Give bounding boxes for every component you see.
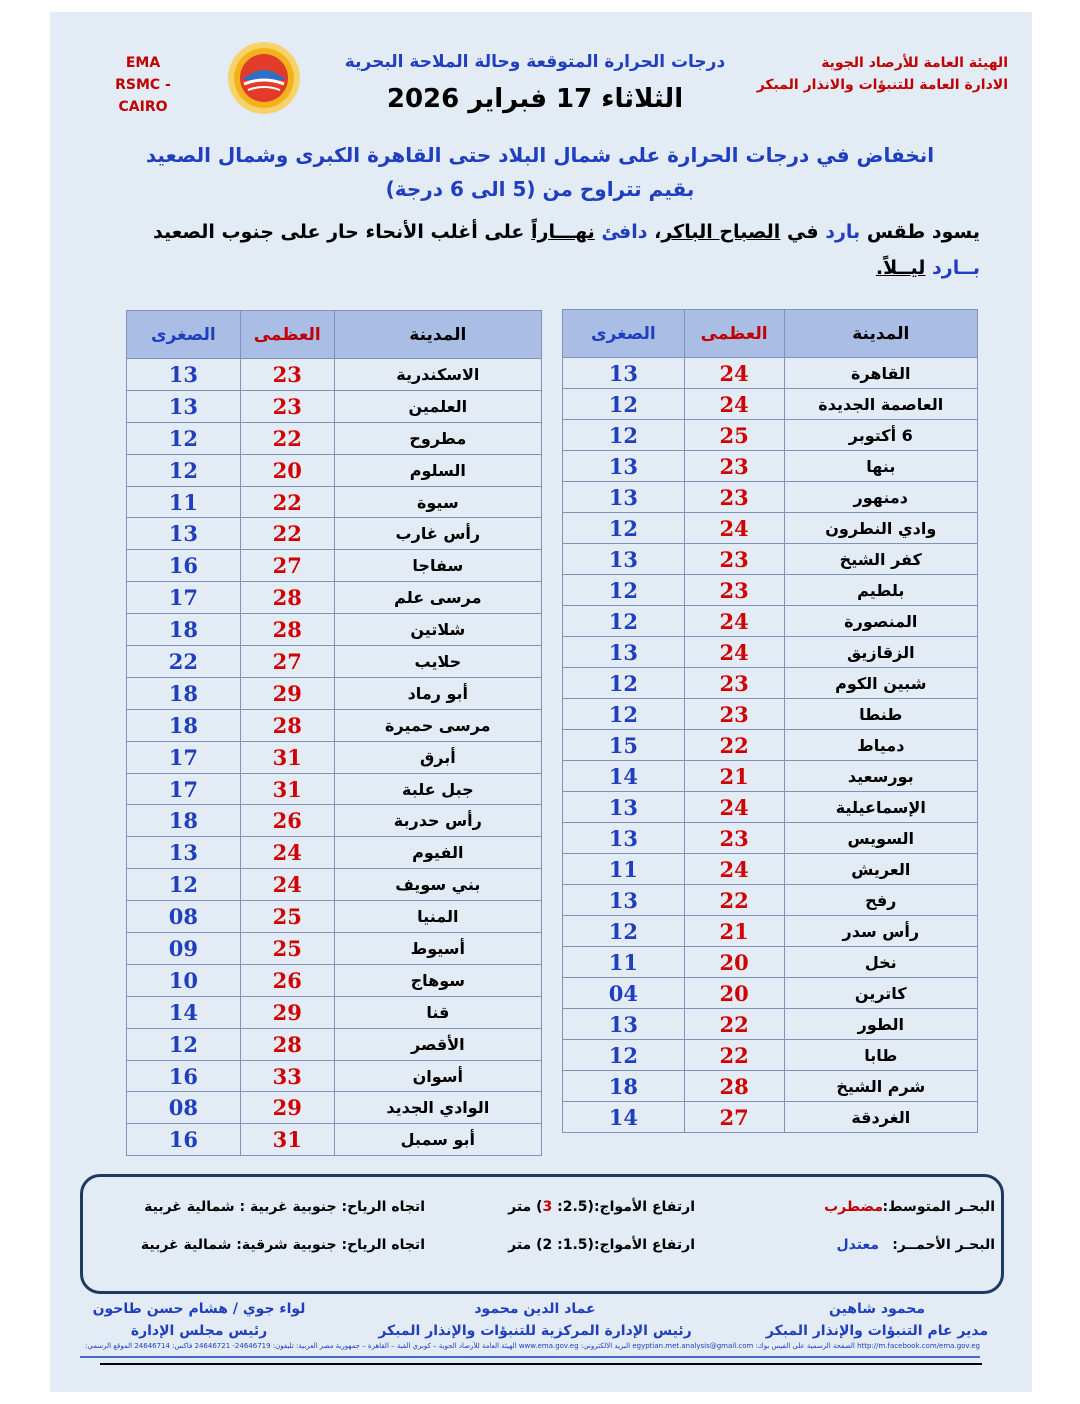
city-cell: أبرق xyxy=(334,741,541,773)
max-temp-cell: 22 xyxy=(684,885,784,916)
table-row xyxy=(563,761,978,792)
table-row xyxy=(127,550,542,582)
temperature-table-right xyxy=(562,309,978,1133)
city-cell: الاسكندرية xyxy=(334,359,541,391)
city-cell: رأس غارب xyxy=(334,518,541,550)
max-temp-cell: 29 xyxy=(240,677,334,709)
desc-morning: الصباح الباكر xyxy=(661,221,781,243)
city-cell: رفح xyxy=(784,885,977,916)
max-temp-cell: 24 xyxy=(240,869,334,901)
min-temp-cell: 12 xyxy=(563,513,685,544)
min-temp-cell: 16 xyxy=(127,1060,241,1092)
city-cell: مرسى علم xyxy=(334,582,541,614)
signature-2 xyxy=(370,1298,700,1342)
city-cell: أسيوط xyxy=(334,933,541,965)
city-cell: قنا xyxy=(334,996,541,1028)
min-temp-cell: 12 xyxy=(127,454,241,486)
city-cell: دمنهور xyxy=(784,482,977,513)
max-temp-cell: 24 xyxy=(240,837,334,869)
max-temp-cell: 23 xyxy=(240,390,334,422)
table-row xyxy=(127,518,542,550)
desc-cold: بارد xyxy=(825,221,861,243)
min-temp-cell: 13 xyxy=(127,518,241,550)
table-row xyxy=(563,885,978,916)
max-temp-cell: 24 xyxy=(684,358,784,389)
city-cell: جبل علبة xyxy=(334,773,541,805)
table-row xyxy=(563,420,978,451)
city-cell: بني سويف xyxy=(334,869,541,901)
city-cell: 6 أكتوبر xyxy=(784,420,977,451)
min-temp-cell: 14 xyxy=(563,1102,685,1133)
city-cell: دمياط xyxy=(784,730,977,761)
city-cell: بورسعيد xyxy=(784,761,977,792)
city-cell: سوهاج xyxy=(334,964,541,996)
max-temp-cell: 25 xyxy=(240,933,334,965)
min-temp-cell: 12 xyxy=(563,389,685,420)
max-temp-cell: 33 xyxy=(240,1060,334,1092)
table-row xyxy=(127,901,542,933)
red-sea-waves: ارتفاع الأمواج:(1.5: 2) متر xyxy=(508,1237,695,1253)
table-row xyxy=(563,389,978,420)
city-cell: أبو سمبل xyxy=(334,1124,541,1156)
table-row xyxy=(563,854,978,885)
signature-title: رئيس الإدارة المركزية للتنبؤات والإنذار المبكر xyxy=(378,1323,692,1339)
max-temp-cell: 31 xyxy=(240,773,334,805)
ema-label xyxy=(90,52,196,118)
min-temp-cell: 13 xyxy=(127,390,241,422)
table-row xyxy=(127,390,542,422)
table-row xyxy=(563,1102,978,1133)
max-temp-cell: 29 xyxy=(240,1092,334,1124)
table-row xyxy=(127,869,542,901)
signature-1 xyxy=(762,1298,992,1342)
max-temp-cell: 27 xyxy=(684,1102,784,1133)
city-cell: رأس سدر xyxy=(784,916,977,947)
city-cell: كفر الشيخ xyxy=(784,544,977,575)
table-row xyxy=(127,1092,542,1124)
min-temp-cell: 12 xyxy=(563,668,685,699)
sea-state-box xyxy=(80,1174,1004,1294)
column-header-max: العظمى xyxy=(240,311,334,359)
max-temp-cell: 22 xyxy=(684,730,784,761)
max-temp-cell: 26 xyxy=(240,964,334,996)
ema-text: EMA xyxy=(125,55,161,71)
organization-name xyxy=(748,52,1008,96)
column-header-city: المدينة xyxy=(334,311,541,359)
signature-3 xyxy=(84,1298,314,1342)
desc-part: يسود طقس xyxy=(860,221,980,243)
table-row xyxy=(127,933,542,965)
table-row xyxy=(127,805,542,837)
min-temp-cell: 13 xyxy=(563,451,685,482)
ema-logo-icon xyxy=(226,40,302,116)
table-row xyxy=(563,544,978,575)
footer-contact: http://m.facebook.com/ema.gov.eg الصفحة الرسمية على الفيس بوك: egyptian.met.analysis@gmail.com البريد الالكتروني: www.ema.gov.eg الهيئة العامة للأرصاد الجوية – كوبري القبة – القاهرة – جمهورية مصر العربية: تليفون: 24646719- 24646721 فاكس: 24646714 الموقع الرسمي: xyxy=(85,1342,980,1350)
max-temp-cell: 24 xyxy=(684,792,784,823)
table-row xyxy=(127,486,542,518)
table-row xyxy=(127,677,542,709)
min-temp-cell: 12 xyxy=(563,606,685,637)
header-center xyxy=(320,48,750,122)
table-row xyxy=(563,358,978,389)
max-temp-cell: 23 xyxy=(684,699,784,730)
table-row xyxy=(563,1071,978,1102)
desc-day: نهـــاراً xyxy=(531,221,595,243)
table-row xyxy=(127,422,542,454)
city-cell: طنطا xyxy=(784,699,977,730)
city-cell: شبين الكوم xyxy=(784,668,977,699)
signature-name: لواء جوي / هشام حسن طاحون xyxy=(92,1301,306,1317)
min-temp-cell: 04 xyxy=(563,978,685,1009)
city-cell: العاصمة الجديدة xyxy=(784,389,977,420)
min-temp-cell: 13 xyxy=(563,823,685,854)
max-temp-cell: 22 xyxy=(240,486,334,518)
city-cell: طابا xyxy=(784,1040,977,1071)
headline-line-2: بقيم تتراوح من (5 الى 6 درجة) xyxy=(385,177,695,201)
city-cell: القاهرة xyxy=(784,358,977,389)
wave-max: 3 xyxy=(542,1199,553,1215)
max-temp-cell: 24 xyxy=(684,389,784,420)
max-temp-cell: 23 xyxy=(684,451,784,482)
city-cell: بلطيم xyxy=(784,575,977,606)
city-cell: مرسى حميرة xyxy=(334,709,541,741)
min-temp-cell: 13 xyxy=(127,837,241,869)
min-temp-cell: 12 xyxy=(127,422,241,454)
max-temp-cell: 28 xyxy=(240,1028,334,1060)
bottom-rule xyxy=(100,1363,982,1365)
red-sea-wind: اتجاه الرياح: جنوبية شرقية: شمالية غربية xyxy=(140,1237,425,1253)
table-row xyxy=(127,1060,542,1092)
city-cell: شرم الشيخ xyxy=(784,1071,977,1102)
city-cell: رأس حدربة xyxy=(334,805,541,837)
city-cell: المنيا xyxy=(334,901,541,933)
min-temp-cell: 16 xyxy=(127,1124,241,1156)
table-row xyxy=(127,709,542,741)
weather-description xyxy=(120,214,980,286)
city-cell: الزقازيق xyxy=(784,637,977,668)
forecast-date: الثلاثاء 17 فبراير 2026 xyxy=(386,84,684,114)
min-temp-cell: 13 xyxy=(563,792,685,823)
table-header-row xyxy=(127,311,542,359)
table-row xyxy=(127,1028,542,1060)
min-temp-cell: 12 xyxy=(127,1028,241,1060)
mediterranean-wind: اتجاه الرياح: جنوبية غربية : شمالية غربية xyxy=(144,1199,425,1215)
max-temp-cell: 23 xyxy=(684,668,784,699)
city-cell: العلمين xyxy=(334,390,541,422)
max-temp-cell: 21 xyxy=(684,916,784,947)
max-temp-cell: 24 xyxy=(684,854,784,885)
red-sea-label: البحـر الأحمــر: xyxy=(892,1237,995,1253)
city-cell: نخل xyxy=(784,947,977,978)
city-cell: سفاجا xyxy=(334,550,541,582)
max-temp-cell: 23 xyxy=(240,359,334,391)
min-temp-cell: 18 xyxy=(127,614,241,646)
max-temp-cell: 25 xyxy=(240,901,334,933)
table-row xyxy=(563,451,978,482)
min-temp-cell: 13 xyxy=(127,359,241,391)
max-temp-cell: 24 xyxy=(684,513,784,544)
max-temp-cell: 23 xyxy=(684,482,784,513)
max-temp-cell: 28 xyxy=(240,614,334,646)
max-temp-cell: 23 xyxy=(684,823,784,854)
min-temp-cell: 13 xyxy=(563,544,685,575)
min-temp-cell: 13 xyxy=(563,482,685,513)
table-row xyxy=(563,916,978,947)
table-row xyxy=(563,1009,978,1040)
max-temp-cell: 28 xyxy=(684,1071,784,1102)
min-temp-cell: 15 xyxy=(563,730,685,761)
min-temp-cell: 08 xyxy=(127,901,241,933)
mediterranean-waves xyxy=(508,1199,695,1215)
table-header-row xyxy=(563,310,978,358)
min-temp-cell: 11 xyxy=(127,486,241,518)
min-temp-cell: 12 xyxy=(563,420,685,451)
table-row xyxy=(563,978,978,1009)
min-temp-cell: 13 xyxy=(563,637,685,668)
table-row xyxy=(563,606,978,637)
max-temp-cell: 22 xyxy=(240,518,334,550)
table-row xyxy=(563,730,978,761)
max-temp-cell: 21 xyxy=(684,761,784,792)
table-row xyxy=(563,792,978,823)
headline-line-1: انخفاض في درجات الحرارة على شمال البلاد حتى القاهرة الكبرى وشمال الصعيد xyxy=(145,143,935,167)
column-header-city: المدينة xyxy=(784,310,977,358)
city-cell: بنها xyxy=(784,451,977,482)
min-temp-cell: 12 xyxy=(127,869,241,901)
table-row xyxy=(127,773,542,805)
max-temp-cell: 27 xyxy=(240,550,334,582)
city-cell: سيوة xyxy=(334,486,541,518)
table-row xyxy=(127,964,542,996)
table-row xyxy=(563,947,978,978)
min-temp-cell: 18 xyxy=(127,709,241,741)
max-temp-cell: 20 xyxy=(684,947,784,978)
max-temp-cell: 25 xyxy=(684,420,784,451)
city-cell: الإسماعيلية xyxy=(784,792,977,823)
city-cell: الغردقة xyxy=(784,1102,977,1133)
footer-divider xyxy=(80,1356,980,1358)
signature-name: محمود شاهين xyxy=(828,1301,926,1317)
table-row xyxy=(127,582,542,614)
city-cell: شلاتين xyxy=(334,614,541,646)
column-header-max: العظمى xyxy=(684,310,784,358)
min-temp-cell: 18 xyxy=(563,1071,685,1102)
table-row xyxy=(127,741,542,773)
max-temp-cell: 20 xyxy=(240,454,334,486)
desc-warm: دافئ xyxy=(601,221,648,243)
table-row xyxy=(127,996,542,1028)
city-cell: مطروح xyxy=(334,422,541,454)
mediterranean-row xyxy=(83,1199,1001,1229)
column-header-min: الصغرى xyxy=(563,310,685,358)
red-sea-state: معتدل xyxy=(836,1237,879,1253)
min-temp-cell: 13 xyxy=(563,358,685,389)
signature-title: رئيس مجلس الإدارة xyxy=(130,1323,268,1339)
table-row xyxy=(563,699,978,730)
desc-part: في xyxy=(780,221,826,243)
signature-title: مدير عام التنبؤات والإنذار المبكر xyxy=(765,1323,989,1339)
min-temp-cell: 16 xyxy=(127,550,241,582)
org-line-1: الهيئة العامة للأرصاد الجوية xyxy=(821,55,1008,71)
city-cell: وادي النطرون xyxy=(784,513,977,544)
table-row xyxy=(127,359,542,391)
city-cell: السلوم xyxy=(334,454,541,486)
table-row xyxy=(127,1124,542,1156)
desc-part: على أغلب الأنحاء حار على جنوب الصعيد xyxy=(153,221,531,243)
city-cell: الوادي الجديد xyxy=(334,1092,541,1124)
rsmc-text: RSMC - CAIRO xyxy=(115,77,171,115)
max-temp-cell: 22 xyxy=(684,1040,784,1071)
city-cell: أسوان xyxy=(334,1060,541,1092)
max-temp-cell: 28 xyxy=(240,582,334,614)
min-temp-cell: 18 xyxy=(127,677,241,709)
max-temp-cell: 31 xyxy=(240,1124,334,1156)
min-temp-cell: 17 xyxy=(127,773,241,805)
table-row xyxy=(563,637,978,668)
max-temp-cell: 29 xyxy=(240,996,334,1028)
headline xyxy=(100,138,980,206)
max-temp-cell: 22 xyxy=(240,422,334,454)
column-header-min: الصغرى xyxy=(127,311,241,359)
mediterranean-state: مضطرب xyxy=(824,1199,883,1215)
max-temp-cell: 22 xyxy=(684,1009,784,1040)
max-temp-cell: 31 xyxy=(240,741,334,773)
max-temp-cell: 27 xyxy=(240,646,334,678)
min-temp-cell: 08 xyxy=(127,1092,241,1124)
city-cell: السويس xyxy=(784,823,977,854)
table-row xyxy=(563,482,978,513)
table-row xyxy=(563,823,978,854)
min-temp-cell: 14 xyxy=(127,996,241,1028)
min-temp-cell: 11 xyxy=(563,854,685,885)
max-temp-cell: 24 xyxy=(684,606,784,637)
signature-name: عماد الدين محمود xyxy=(474,1301,596,1317)
city-cell: كاترين xyxy=(784,978,977,1009)
max-temp-cell: 26 xyxy=(240,805,334,837)
desc-night: ليــلاً. xyxy=(875,257,926,279)
city-cell: الأقصر xyxy=(334,1028,541,1060)
min-temp-cell: 13 xyxy=(563,1009,685,1040)
max-temp-cell: 24 xyxy=(684,637,784,668)
org-line-2: الادارة العامة للتنبؤات والانذار المبكر xyxy=(756,77,1008,93)
min-temp-cell: 12 xyxy=(563,699,685,730)
city-cell: الطور xyxy=(784,1009,977,1040)
mediterranean-label: البحـر المتوسط: xyxy=(882,1199,995,1215)
page-subtitle: درجات الحرارة المتوقعة وحالة الملاحة البحرية xyxy=(344,52,726,72)
max-temp-cell: 28 xyxy=(240,709,334,741)
table-row xyxy=(127,454,542,486)
table-row xyxy=(127,646,542,678)
table-row xyxy=(563,575,978,606)
table-row xyxy=(127,837,542,869)
max-temp-cell: 20 xyxy=(684,978,784,1009)
city-cell: المنصورة xyxy=(784,606,977,637)
red-sea-row xyxy=(83,1237,1001,1267)
min-temp-cell: 10 xyxy=(127,964,241,996)
min-temp-cell: 12 xyxy=(563,575,685,606)
min-temp-cell: 17 xyxy=(127,582,241,614)
table-row xyxy=(563,513,978,544)
table-row xyxy=(127,614,542,646)
temperature-table-left xyxy=(126,310,542,1156)
min-temp-cell: 11 xyxy=(563,947,685,978)
max-temp-cell: 23 xyxy=(684,544,784,575)
min-temp-cell: 22 xyxy=(127,646,241,678)
min-temp-cell: 14 xyxy=(563,761,685,792)
min-temp-cell: 17 xyxy=(127,741,241,773)
min-temp-cell: 18 xyxy=(127,805,241,837)
desc-part: ، xyxy=(647,221,662,243)
min-temp-cell: 12 xyxy=(563,1040,685,1071)
min-temp-cell: 12 xyxy=(563,916,685,947)
max-temp-cell: 23 xyxy=(684,575,784,606)
city-cell: أبو رماد xyxy=(334,677,541,709)
table-row xyxy=(563,1040,978,1071)
city-cell: العريش xyxy=(784,854,977,885)
desc-cold-night: بــارد xyxy=(932,257,980,279)
wave-text: ارتفاع الأمواج:(2.5: xyxy=(552,1199,695,1215)
table-row xyxy=(563,668,978,699)
min-temp-cell: 13 xyxy=(563,885,685,916)
wave-text: ) متر xyxy=(508,1199,543,1215)
min-temp-cell: 09 xyxy=(127,933,241,965)
city-cell: الفيوم xyxy=(334,837,541,869)
city-cell: حلايب xyxy=(334,646,541,678)
